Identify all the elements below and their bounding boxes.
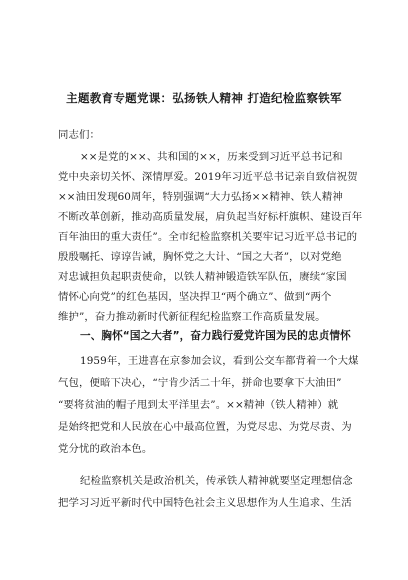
paragraph-line: 党分忧的政治本色。 bbox=[58, 443, 153, 455]
paragraph-line: 维护”，奋力推动新时代新征程纪检监察工作高质量发展。 bbox=[58, 311, 326, 323]
section-heading: 一、胸怀“国之大者”，奋力践行爱党许国为民的忠贞情怀 bbox=[80, 330, 351, 342]
paragraph-line: 把学习习近平新时代中国特色社会主义思想作为人生追求、生活 bbox=[58, 497, 352, 509]
paragraph-line: 不断改革创新，推动高质量发展，肩负起当好标杆旗帜、建设百年 bbox=[58, 211, 363, 223]
paragraph-line: 纪检监察机关是政治机关，传承铁人精神就要坚定理想信念 bbox=[80, 475, 353, 487]
document-title: 主题教育专题党课：弘扬铁人精神 打造纪检监察铁军 bbox=[66, 91, 342, 105]
paragraph-line: 对忠诚担负起职责使命，以铁人精神锻造铁军队伍，赓续“家国 bbox=[58, 271, 347, 283]
paragraph-line: ××油田发现60周年，特别强调“大力弘扬××精神、铁人精神 bbox=[58, 191, 343, 203]
paragraph-line: 1959年，王进喜在京参加会议，看到公交车都背着一个大煤 bbox=[80, 355, 359, 367]
paragraph-line: ××是党的××、共和国的××，历来受到习近平总书记和 bbox=[80, 151, 343, 163]
paragraph-line: 百年油田的重大责任”。全市纪检监察机关要牢记习近平总书记的 bbox=[58, 231, 358, 243]
paragraph-line: 殷殷嘱托、谆谆告诫，胸怀党之大计、“国之大者”，以对党绝 bbox=[58, 251, 342, 263]
paragraph-line: 情怀心向党”的红色基因，坚决捍卫“两个确立”、做到“两个 bbox=[58, 291, 332, 303]
greeting: 同志们： bbox=[58, 129, 100, 141]
paragraph-line: 党中央亲切关怀、深情厚爱。2019年习近平总书记亲自致信祝贺 bbox=[58, 171, 358, 183]
paragraph-line: 是始终把党和人民放在心中最高位置，为党尽忠、为党尽责、为 bbox=[58, 421, 352, 433]
paragraph-line: 气包，便暗下决心，“宁肯少活二十年，拼命也要拿下大油田” bbox=[58, 377, 342, 389]
paragraph-line: “要将贫油的帽子甩到太平洋里去”。××精神（铁人精神）就 bbox=[58, 399, 339, 411]
